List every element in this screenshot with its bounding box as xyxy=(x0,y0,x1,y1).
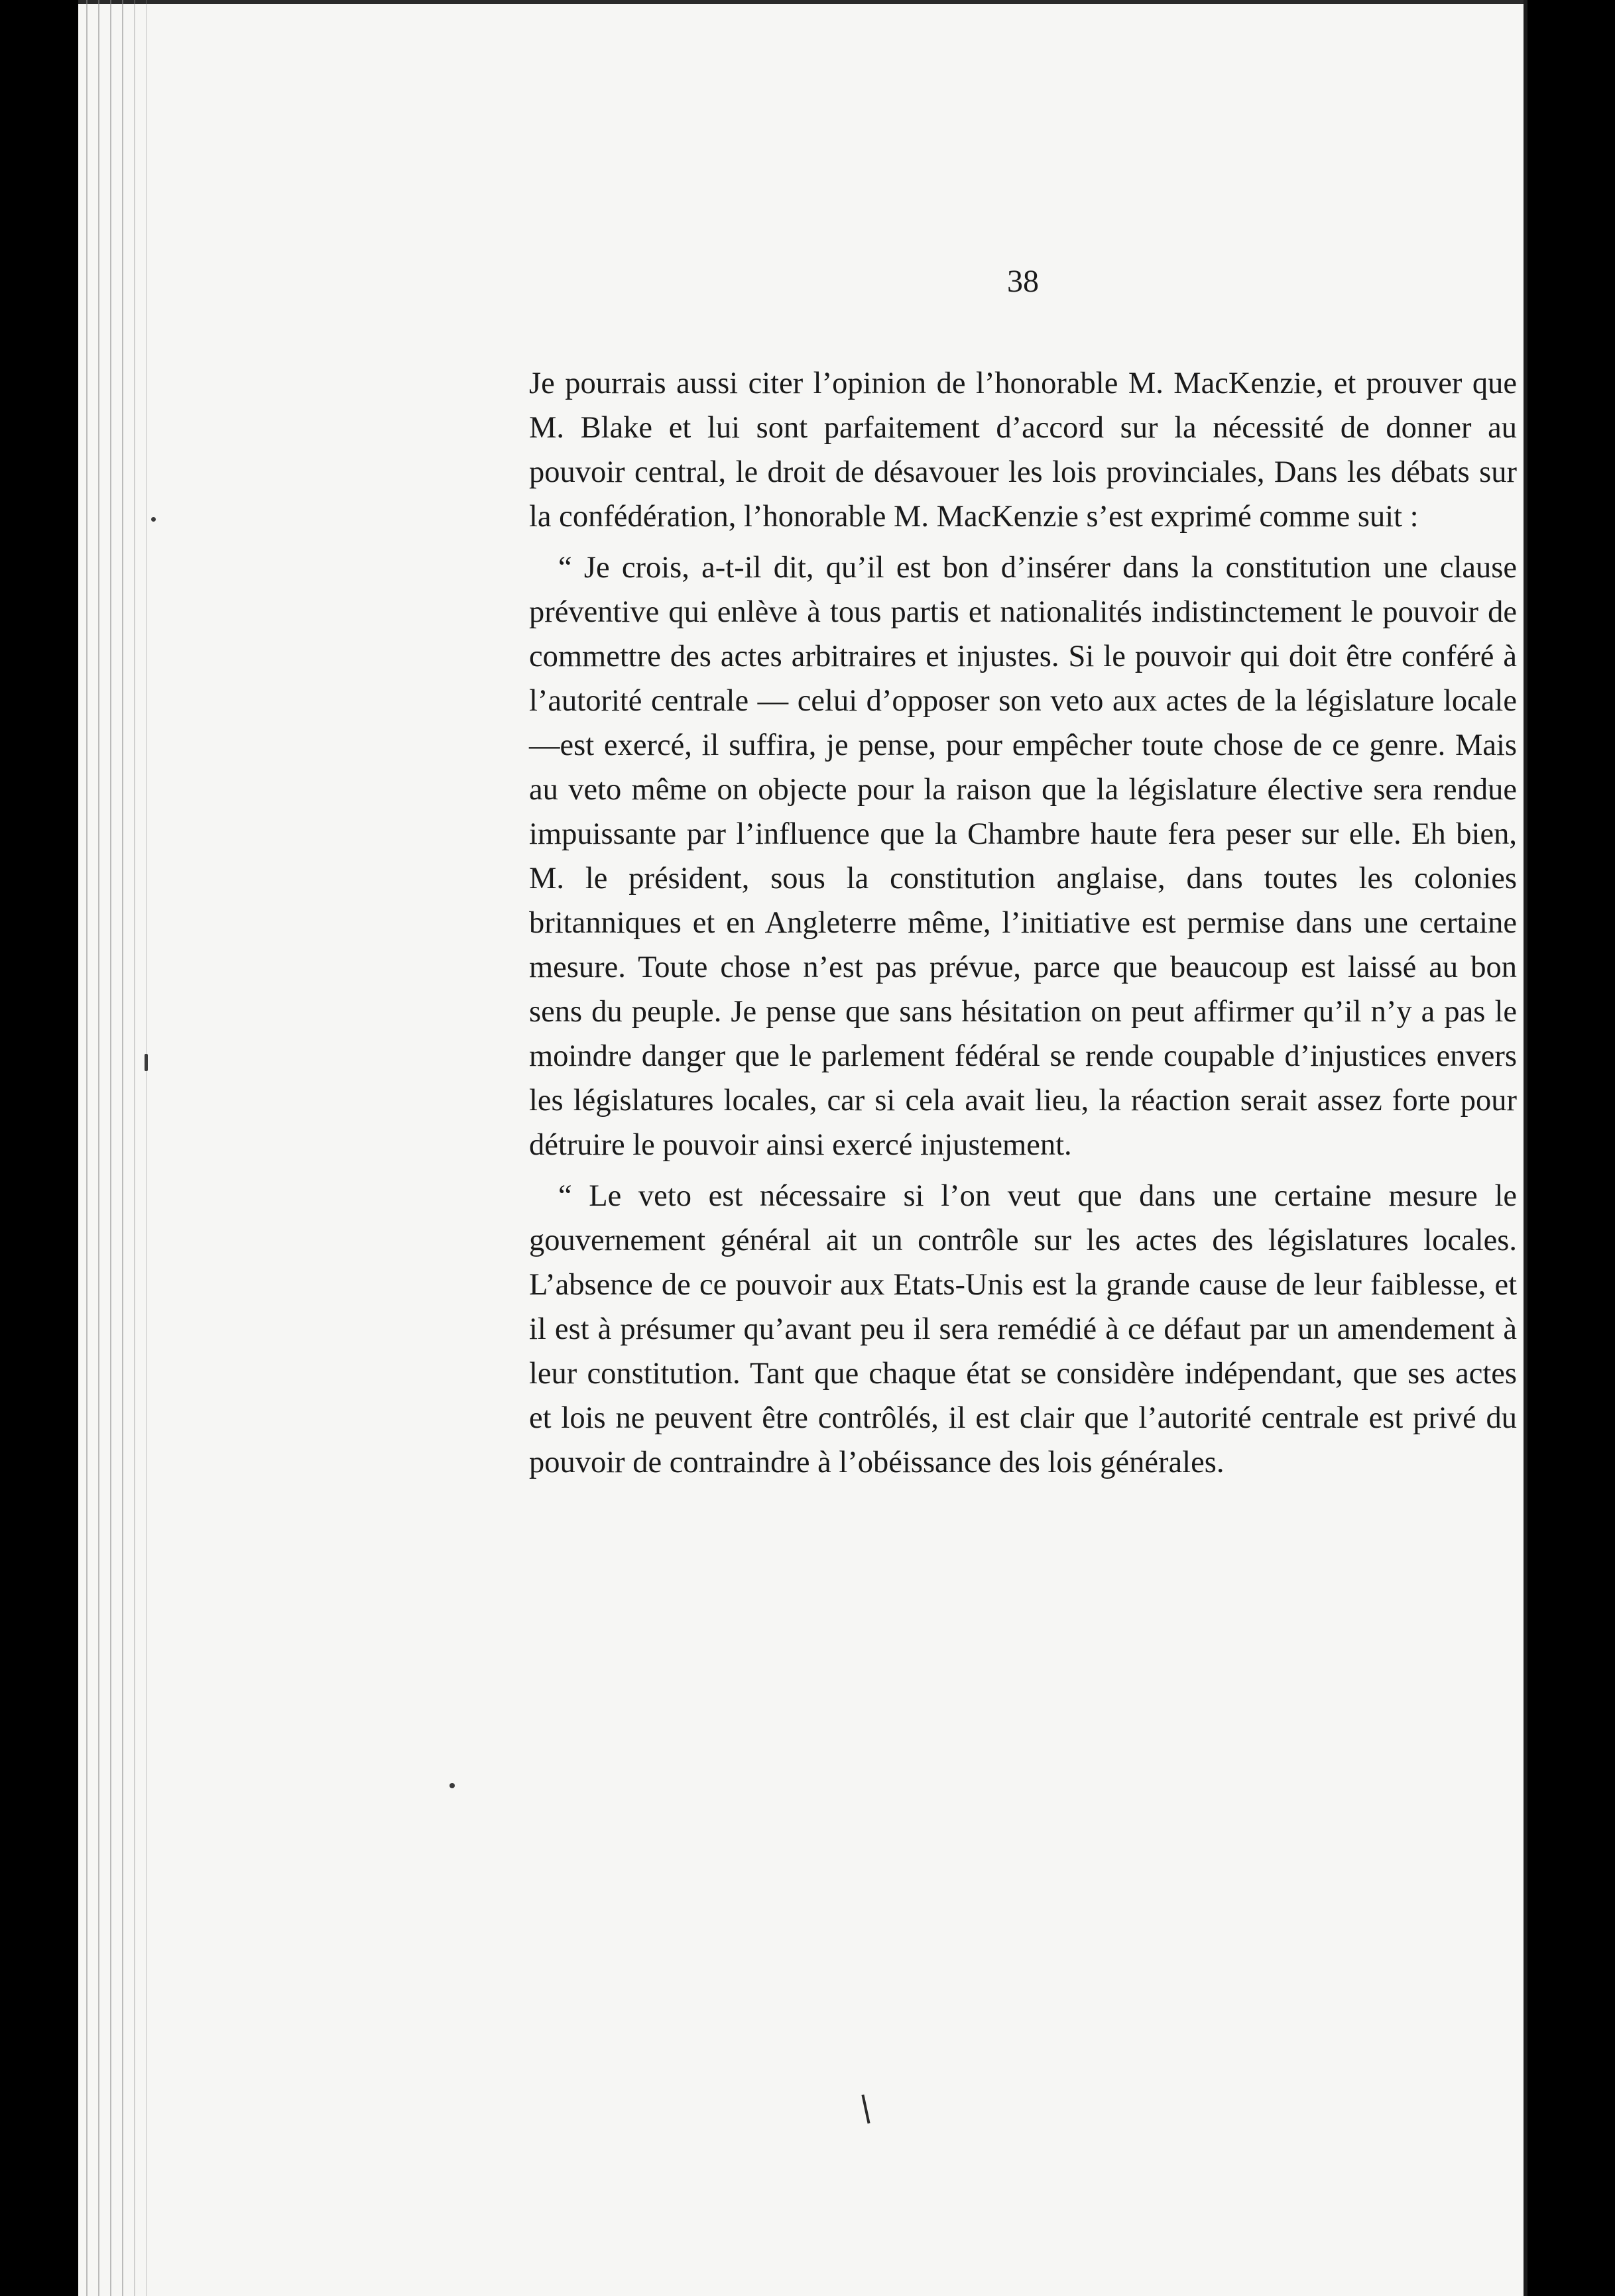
scanned-page xyxy=(78,0,1527,2296)
scan-speck xyxy=(145,1054,148,1071)
page-edge-line xyxy=(86,0,88,2296)
scan-speck xyxy=(151,517,156,522)
page-right-edge xyxy=(1524,0,1527,2296)
page-top-edge xyxy=(78,0,1527,4)
paragraph-quote-veto: “ Le veto est nécessaire si l’on veut que dans une certaine mesure le gouvernement général ait un contrôle sur les actes des législatures locales. L’absence de ce pouvoir aux Etats-Unis est la grande cause de leur faiblesse, et il est à présumer qu’avant peu il sera remédié à ce défaut par un amendement à leur constitution. Tant que chaque état se considère indépendant, que ses actes et lois ne peuvent être contrôlés, il est clair que l’autorité centrale est privé du pouvoir de contraindre à l’obéissance des lois générales. xyxy=(529,1179,1517,1479)
paragraph-opinion-mackenzie: Je pourrais aussi citer l’opinion de l’honorable M. MacKenzie, et prouver que M. Blake et lui sont parfaitement d’accord sur la nécessité de donner au pouvoir central, le droit de désavouer les lois provinciales, Dans les débats sur la confédération, l’honorable M. MacKenzie s’est exprimé comme suit : xyxy=(529,367,1517,534)
page-edge-line xyxy=(146,0,147,2296)
scan-speck xyxy=(449,1783,455,1788)
page-edge-line xyxy=(134,0,135,2296)
page-edge-line xyxy=(122,0,123,2296)
page-text-block xyxy=(529,262,1517,1491)
page-edge-line xyxy=(110,0,111,2296)
scan-mark xyxy=(861,2095,870,2124)
page-number: 38 xyxy=(1007,264,1039,299)
paragraph-quote-constitution: “ Je crois, a-t-il dit, qu’il est bon d’insérer dans la constitution une clause préventive qui enlève à tous partis et nationalités indistinctement le pouvoir de commettre des actes arbitraires et injustes. Si le pouvoir qui doit être conféré à l’autorité centrale — celui d’opposer son veto aux actes de la législature locale—est exercé, il suffira, je pense, pour empêcher toute chose de ce genre. Mais au veto même on objecte pour la raison que la législature élective sera rendue impuissante par l’influence que la Chambre haute fera peser sur elle. Eh bien, M. le président, sous la constitution anglaise, dans toutes les colonies britanniques et en Angleterre même, l’initiative est permise dans une certaine mesure. Toute chose n’est pas prévue, parce que beaucoup est laissé au bon sens du peuple. Je pense que sans hésitation on peut affirmer qu’il n’y a pas le moindre danger que le parlement fédéral se rende coupable d’injustices envers les législatures locales, car si cela avait lieu, la réaction serait assez forte pour détruire le pouvoir ainsi exercé injustement. xyxy=(529,551,1517,1162)
page-edge-line xyxy=(98,0,99,2296)
